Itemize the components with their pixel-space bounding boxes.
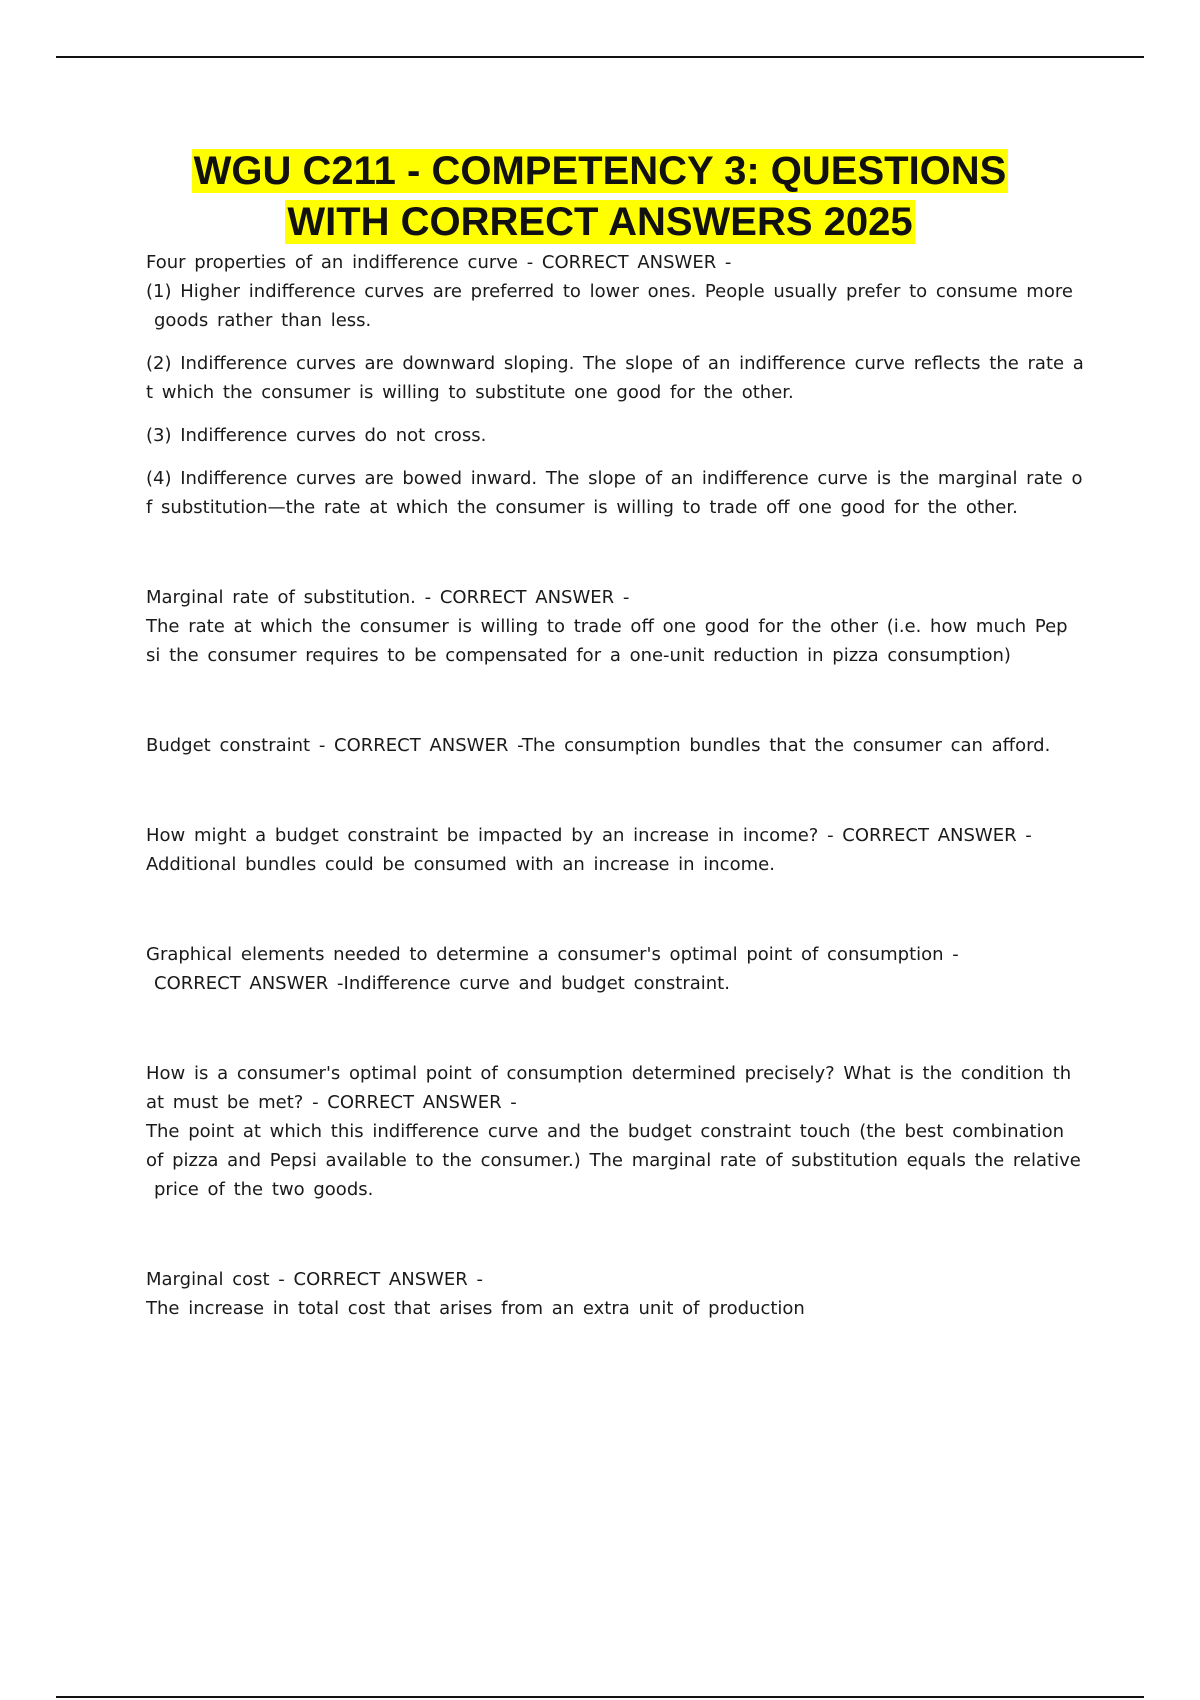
question-text: Marginal cost - CORRECT ANSWER - [146,1269,484,1290]
question-text: Graphical elements needed to determine a consumer's optimal point of consumption - [146,944,959,965]
qa-block-budget-constraint [146,731,1096,760]
question-text: at must be met? - CORRECT ANSWER - [146,1092,517,1113]
answer-line: CORRECT ANSWER -Indifference curve and budget constraint. [154,973,730,994]
question-text: How might a budget constraint be impacted by an increase in income? - CORRECT ANSWER - [146,825,1032,846]
title-line-2: WITH CORRECT ANSWERS 2025 [287,200,913,244]
answer-line: t which the consumer is willing to substitute one good for the other. [146,382,794,403]
answer-line: goods rather than less. [154,310,372,331]
qa-block-marginal-cost [146,1265,1096,1323]
answer-line: The rate at which the consumer is willing to trade off one good for the other (i.e. how much Pep [146,616,1068,637]
header-rule [56,56,1144,58]
answer-line: (1) Higher indifference curves are preferred to lower ones. People usually prefer to consume more [146,281,1073,302]
answer-line: f substitution—the rate at which the consumer is willing to trade off one good for the other. [146,497,1018,518]
qa-block-optimal-point [146,1059,1096,1204]
answer-line: si the consumer requires to be compensated for a one-unit reduction in pizza consumption) [146,645,1011,666]
answer-line: price of the two goods. [154,1179,374,1200]
question-text: Marginal rate of substitution. - CORRECT ANSWER - [146,587,630,608]
question-text: How is a consumer's optimal point of consumption determined precisely? What is the condition th [146,1063,1072,1084]
qa-block-graphical-elements [146,940,1096,998]
answer-line: (2) Indifference curves are downward sloping. The slope of an indifference curve reflects the rate a [146,353,1084,374]
title-line-1: WGU C211 - COMPETENCY 3: QUESTIONS [193,149,1007,193]
document-body [146,248,1096,1323]
footer-rule [56,1696,1144,1698]
answer-line: of pizza and Pepsi available to the consumer.) The marginal rate of substitution equals the relative [146,1150,1081,1171]
question-text: Four properties of an indifference curve - CORRECT ANSWER - [146,252,732,273]
answer-line: (3) Indifference curves do not cross. [146,425,487,446]
document-title [60,146,1140,248]
answer-line: Additional bundles could be consumed with an increase in income. [146,854,775,875]
qa-block-income-increase [146,821,1096,879]
answer-line: The point at which this indifference curve and the budget constraint touch (the best combination [146,1121,1064,1142]
answer-line: The increase in total cost that arises from an extra unit of production [146,1298,805,1319]
question-text: Budget constraint - CORRECT ANSWER -The consumption bundles that the consumer can afford. [146,735,1051,756]
qa-block-mrs [146,583,1096,670]
answer-line: (4) Indifference curves are bowed inward. The slope of an indifference curve is the marginal rate o [146,468,1083,489]
qa-block-indifference-properties [146,248,1096,522]
